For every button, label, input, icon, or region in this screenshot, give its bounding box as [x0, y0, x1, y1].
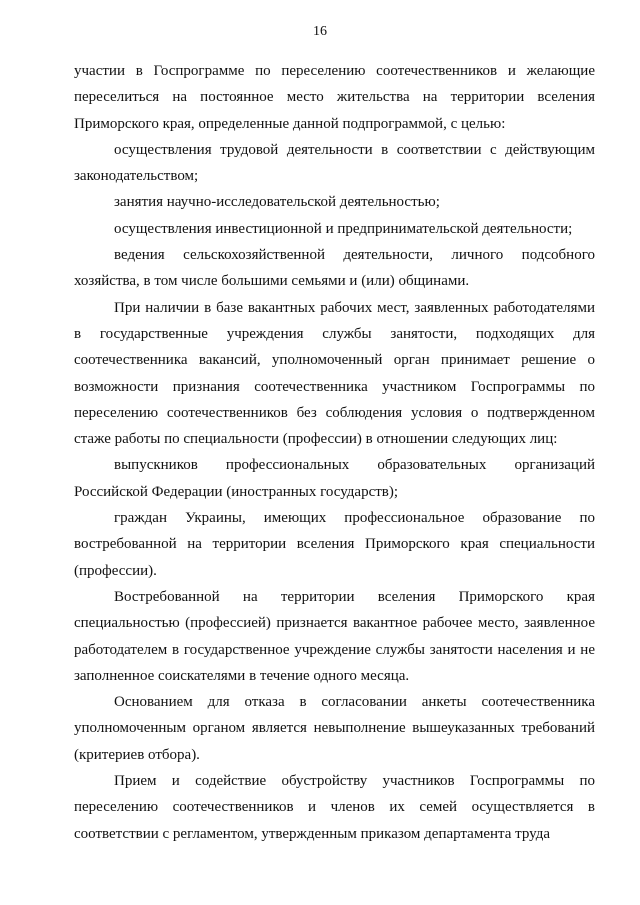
document-body — [74, 58, 595, 847]
list-item-agriculture: ведения сельскохозяйственной деятельности, личного подсобного хозяйства, в том числе большими семьями и (или) общинами. — [74, 247, 595, 290]
paragraph-vacancies: При наличии в базе вакантных рабочих мест, заявленных работодателями в государственные учреждения службы занятости, подходящих для соотечественника вакансий, уполномоченный орган принимает решение о возможности признания соотечественника участником Госпрограммы по переселению соотечественников без соблюдения условия о подтвержденном стаже работы по специальности (профессии) в отношении следующих лиц: — [74, 299, 595, 448]
list-item-labor-activity: осуществления трудовой деятельности в соответствии с действующим законодательством; — [74, 141, 595, 185]
paragraph-continuation: участии в Госпрограмме по переселению соотечественников и желающие переселиться на постоянное место жительства на территории вселения Приморского края, определенные данной подпрограммой, с целью: — [74, 63, 595, 132]
page-number: 16 — [313, 24, 327, 39]
paragraph-reception: Прием и содействие обустройству участников Госпрограммы по переселению соотечественников и членов их семей осуществляется в соответствии с регламентом, утвержденным приказом департамента труда — [74, 773, 595, 842]
list-item-investment: осуществления инвестиционной и предпринимательской деятельности; — [114, 220, 573, 237]
paragraph-refusal-grounds: Основанием для отказа в согласовании анкеты соотечественника уполномоченным органом является невыполнение вышеуказанных требований (критериев отбора). — [74, 694, 595, 763]
paragraph-demanded-specialty: Востребованной на территории вселения Приморского края специальностью (профессией) признается вакантное рабочее место, заявленное работодателем в государственное учреждение службы занятости населения и не заполненное соискателями в течение одного месяца. — [74, 588, 595, 684]
list-item-research: занятия научно-исследовательской деятельностью; — [114, 194, 440, 211]
list-item-graduates: выпускников профессиональных образовательных организаций Российской Федерации (иностранных государств); — [74, 457, 595, 500]
list-item-ukraine-citizens: граждан Украины, имеющих профессиональное образование по востребованной на территории вселения Приморского края специальности (профессии). — [74, 510, 595, 579]
